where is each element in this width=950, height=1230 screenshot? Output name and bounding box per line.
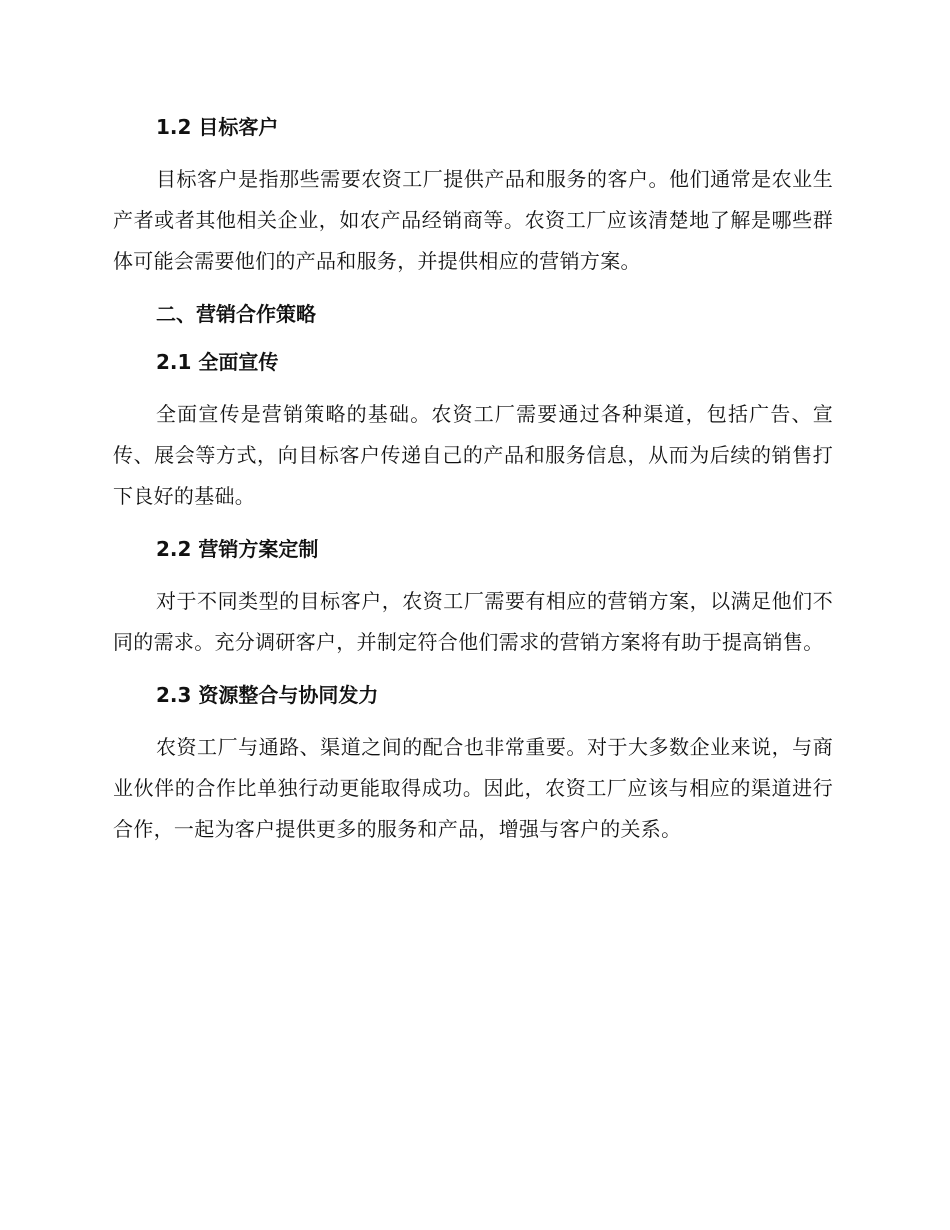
section-heading-2-1: 2.1 全面宣传 [156,350,279,374]
section-paragraph-2-1: 全面宣传是营销策略的基础。农资工厂需要通过各种渠道，包括广告、宣传、展会等方式，向目标客户传递自己的产品和服务信息，从而为后续的销售打下良好的基础。 [113,402,833,508]
section-heading-2-2: 2.2 营销方案定制 [156,537,319,561]
section-paragraph-1-2: 目标客户是指那些需要农资工厂提供产品和服务的客户。他们通常是农业生产者或者其他相关企业，如农产品经销商等。农资工厂应该清楚地了解是哪些群体可能会需要他们的产品和服务，并提供相应的营销方案。 [113,167,833,273]
document-page [113,105,833,850]
section-heading-2-3: 2.3 资源整合与协同发力 [156,683,379,707]
chapter-heading-2: 二、营销合作策略 [156,302,316,326]
section-heading-1-2: 1.2 目标客户 [156,115,279,139]
section-paragraph-2-2: 对于不同类型的目标客户，农资工厂需要有相应的营销方案，以满足他们不同的需求。充分调研客户，并制定符合他们需求的营销方案将有助于提高销售。 [113,589,833,654]
section-paragraph-2-3: 农资工厂与通路、渠道之间的配合也非常重要。对于大多数企业来说，与商业伙伴的合作比单独行动更能取得成功。因此，农资工厂应该与相应的渠道进行合作，一起为客户提供更多的服务和产品，增强与客户的关系。 [113,735,833,841]
